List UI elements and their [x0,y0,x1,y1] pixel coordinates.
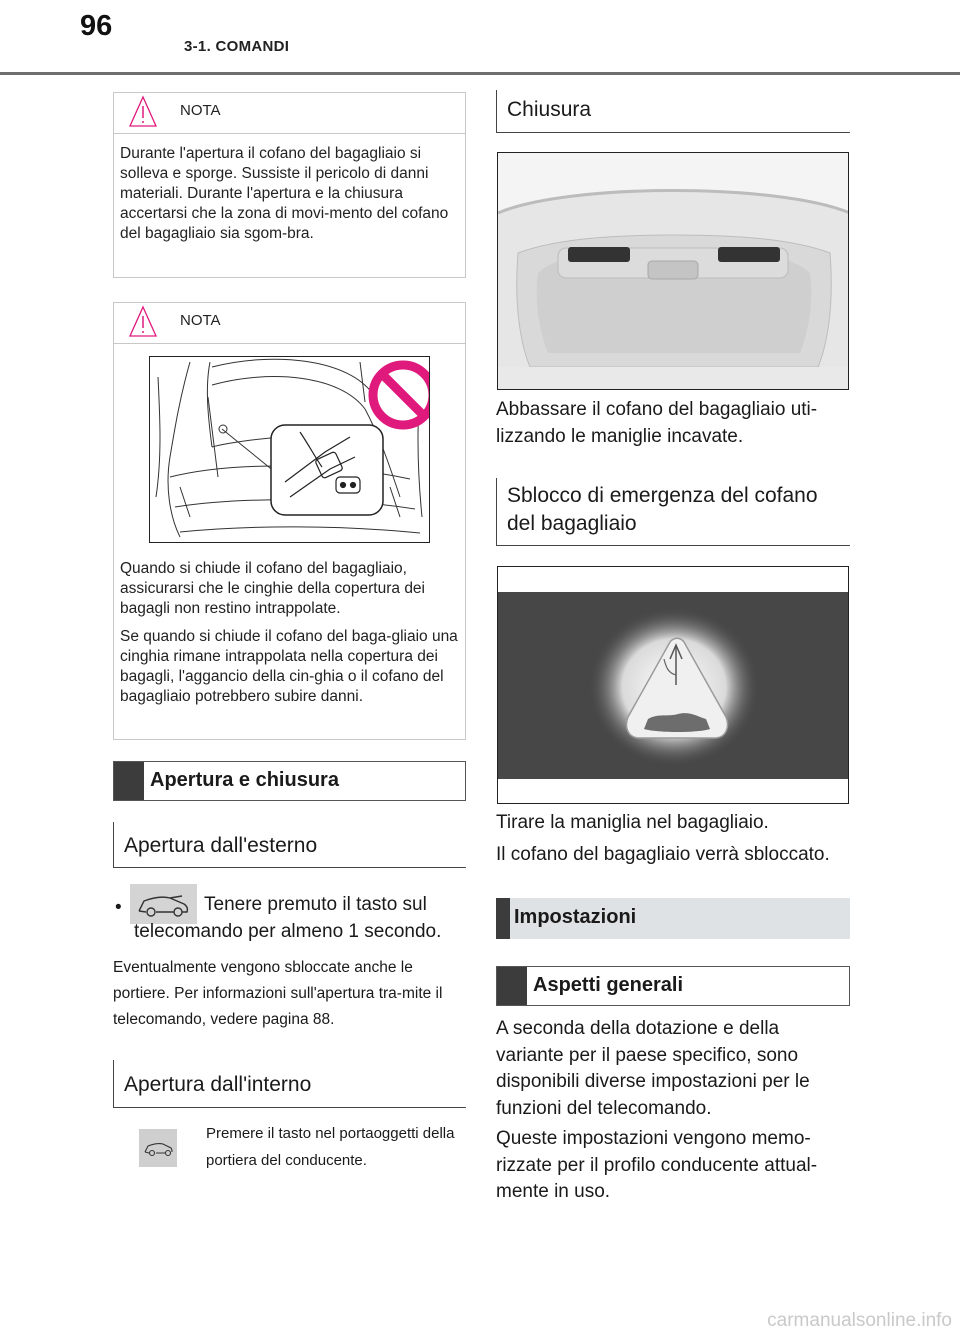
note-text [114,549,477,715]
section-heading-impostazioni [496,898,850,939]
note-header [114,303,465,344]
subheading-apertura-esterno [113,822,466,868]
note-box-2 [113,302,466,740]
note-header [114,93,465,134]
warning-triangle-icon [128,95,158,134]
header-divider [0,72,960,75]
chapter-title: 3-1. COMANDI [184,38,290,55]
subheading-chiusura [496,90,850,133]
page-number: 96 [80,10,113,42]
subheading-sblocco-emergenza [496,478,850,546]
heading-text: Impostazioni [514,906,637,928]
bullet-main-text: Tenere premuto il tasto sul telecomando per almeno 1 secondo. [134,894,442,942]
note-label: NOTA [180,312,221,329]
car-trunk-icon [139,1129,177,1167]
inside-text: Premere il tasto nel portaoggetti della portiera del conducente. [206,1125,455,1169]
subheading-text: Apertura dall'interno [124,1073,312,1096]
heading-bar [114,762,144,800]
emergency-text-1: Tirare la maniglia nel bagagliaio. [496,812,769,833]
general-text-2: Queste impostazioni vengono memo-rizzate per il profilo conducente attual-mente in uso. [496,1128,818,1202]
subheading-apertura-interno [113,1060,466,1108]
note-paragraph-2: Se quando si chiude il cofano del baga-gliaio una cinghia rimane intrappolata nella copertura dei bagagli, l'aggancio della cin-ghia o il cofano del bagagliaio potrebbero subire danni. [120,628,458,705]
heading-text: Aspetti generali [533,974,684,996]
bullet-note-text: Eventualmente vengono sbloccate anche le portiere. Per informazioni sull'apertura tra-mite il telecomando, vedere pagina 88. [113,959,443,1028]
subheading-text: Apertura dall'esterno [124,834,318,857]
subheading-text: Sblocco di emergenza del cofano del bagagliaio [507,484,818,535]
trunk-strap-illustration [149,356,430,543]
subheading-text: Chiusura [507,98,592,121]
note-box-1 [113,92,466,278]
warning-triangle-icon [128,305,158,344]
note-label: NOTA [180,102,221,119]
emergency-text-2: Il cofano del bagagliaio verrà sbloccato. [496,844,830,865]
note-text [114,134,465,244]
close-text: Abbassare il cofano del bagagliaio uti-lizzando le maniglie incavate. [496,399,818,447]
general-text-1: A seconda della dotazione e della variante per il paese specifico, sono disponibili diverse impostazioni per le funzioni del telecomando. [496,1018,810,1119]
prohibition-icon [373,365,430,425]
section-heading-aspetti-generali [496,966,850,1006]
section-heading-apertura-chiusura [113,761,466,801]
watermark: carmanualsonline.info [767,1310,952,1331]
heading-bar [496,898,510,939]
trunk-lid-handles-photo [497,152,849,390]
note-paragraph-1: Quando si chiude il cofano del bagagliaio, assicurarsi che le cinghie della copertura dei bagagli non restino intrappolate. [120,560,425,617]
heading-bar [497,967,527,1005]
emergency-release-handle-photo [497,566,849,804]
bullet-dot: • [115,897,122,918]
heading-text: Apertura e chiusura [150,769,339,791]
note-paragraph: Durante l'apertura il cofano del bagagliaio si solleva e sporge. Sussiste il pericolo di danni materiali. Durante l'apertura e la chiusura accertarsi che la zona di movi-mento del cofano del bagagliaio sia sgom-bra. [120,145,449,242]
